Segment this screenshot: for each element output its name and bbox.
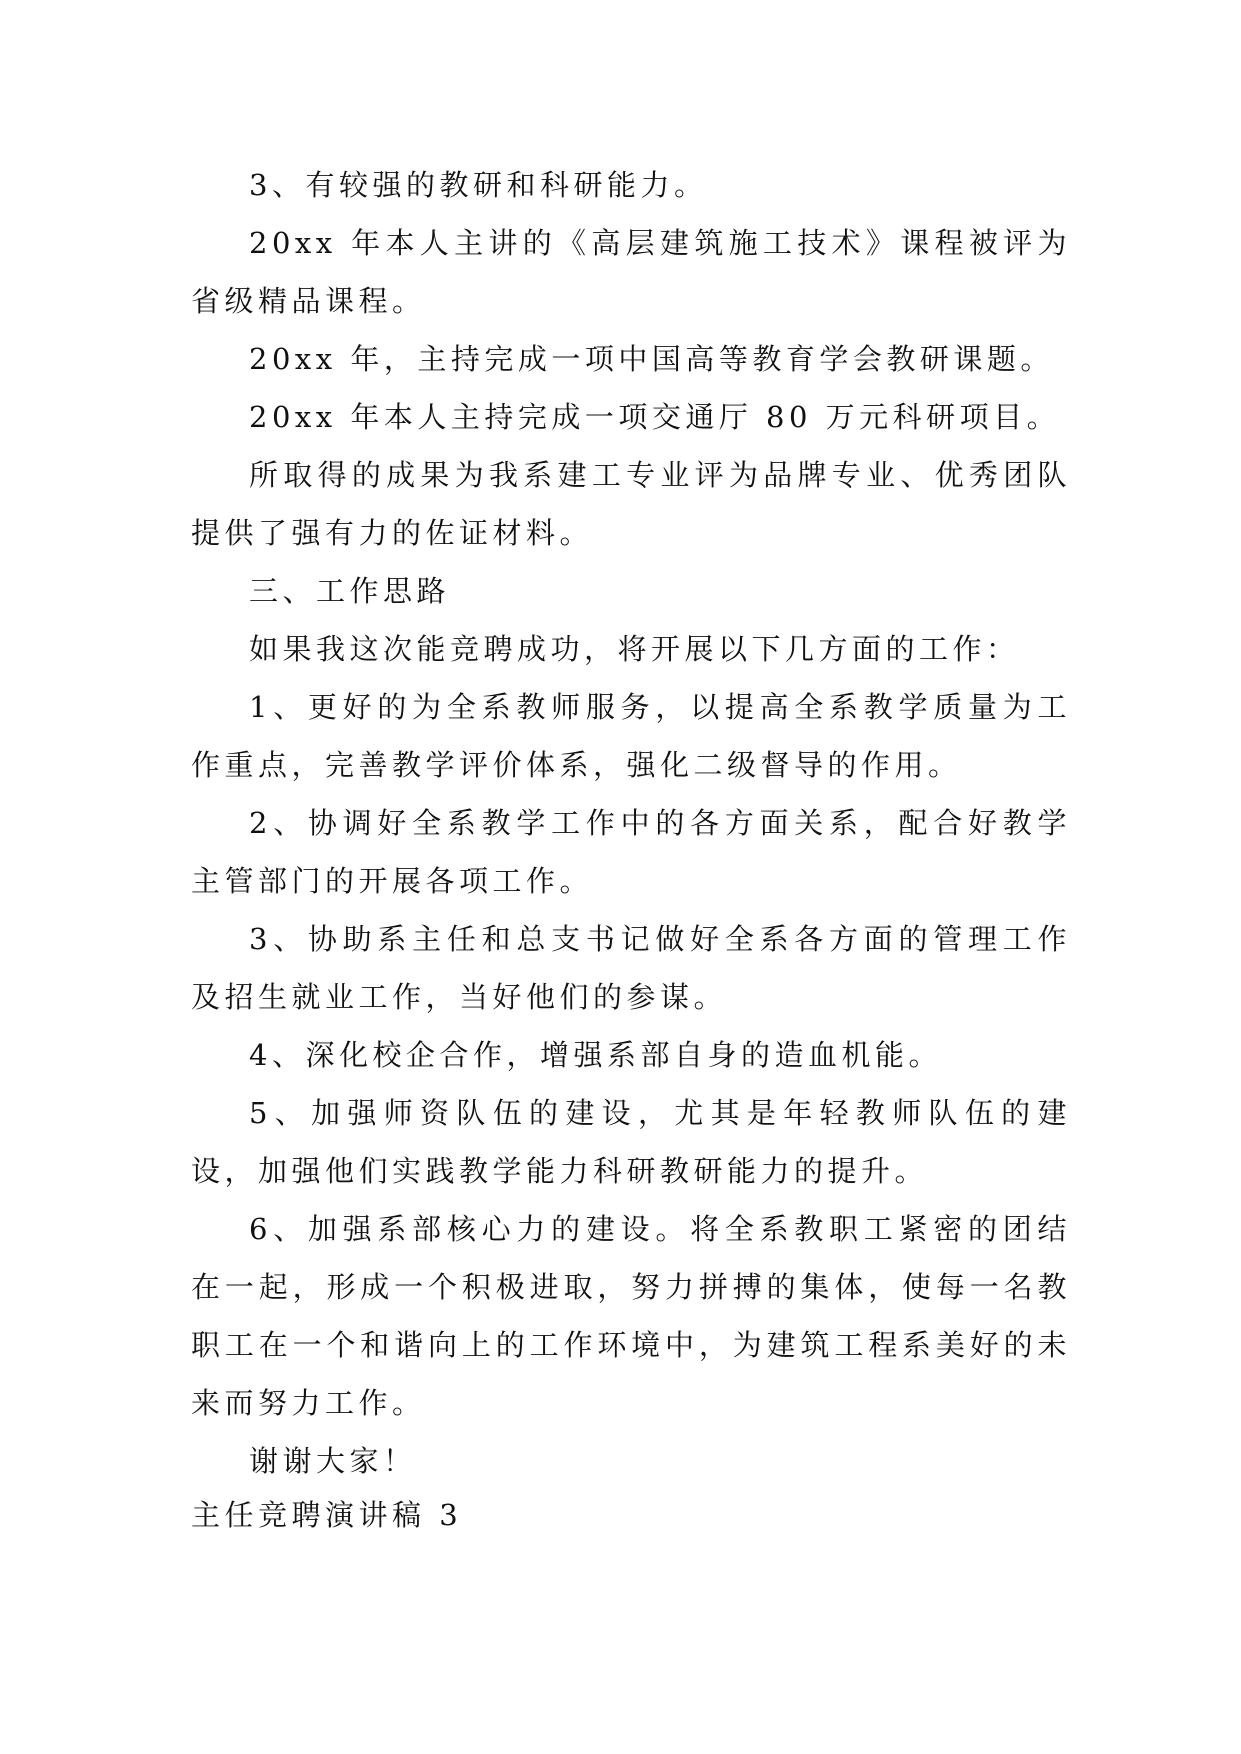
paragraph-item-2: 2、协调好全系教学工作中的各方面关系，配合好教学主管部门的开展各项工作。 xyxy=(191,806,1071,898)
paragraph-research-ability: 3、有较强的教研和科研能力。 xyxy=(249,168,708,202)
paragraph-research-project: 20xx 年本人主持完成一项交通厅 80 万元科研项目。 xyxy=(249,400,1061,434)
paragraph-course-award: 20xx 年本人主讲的《高层建筑施工技术》课程被评为省级精品课程。 xyxy=(191,226,1071,318)
paragraph-thanks: 谢谢大家！ xyxy=(249,1444,417,1478)
paragraph-item-3: 3、协助系主任和总支书记做好全系各方面的管理工作及招生就业工作，当好他们的参谋。 xyxy=(191,922,1071,1014)
paragraph-item-6: 6、加强系部核心力的建设。将全系教职工紧密的团结在一起，形成一个积极进取，努力拼搏的集体，使每一名教职工在一个和谐向上的工作环境中，为建筑工程系美好的未来而努力工作。 xyxy=(191,1212,1071,1420)
next-document-title: 主任竞聘演讲稿 3 xyxy=(191,1498,463,1532)
paragraph-achievements: 所取得的成果为我系建工专业评为品牌专业、优秀团队提供了强有力的佐证材料。 xyxy=(191,458,1071,550)
paragraph-item-5: 5、加强师资队伍的建设，尤其是年轻教师队伍的建设，加强他们实践教学能力科研教研能力的提升。 xyxy=(191,1096,1071,1188)
paragraph-research-topic: 20xx 年，主持完成一项中国高等教育学会教研课题。 xyxy=(249,342,1054,376)
section-heading-work-ideas: 三、工作思路 xyxy=(249,574,451,608)
document-body xyxy=(191,156,1071,1540)
paragraph-intro: 如果我这次能竞聘成功，将开展以下几方面的工作： xyxy=(249,632,1020,666)
paragraph-item-4: 4、深化校企合作，增强系部自身的造血机能。 xyxy=(249,1038,942,1072)
paragraph-item-1: 1、更好的为全系教师服务，以提高全系教学质量为工作重点，完善教学评价体系，强化二级督导的作用。 xyxy=(191,690,1071,782)
